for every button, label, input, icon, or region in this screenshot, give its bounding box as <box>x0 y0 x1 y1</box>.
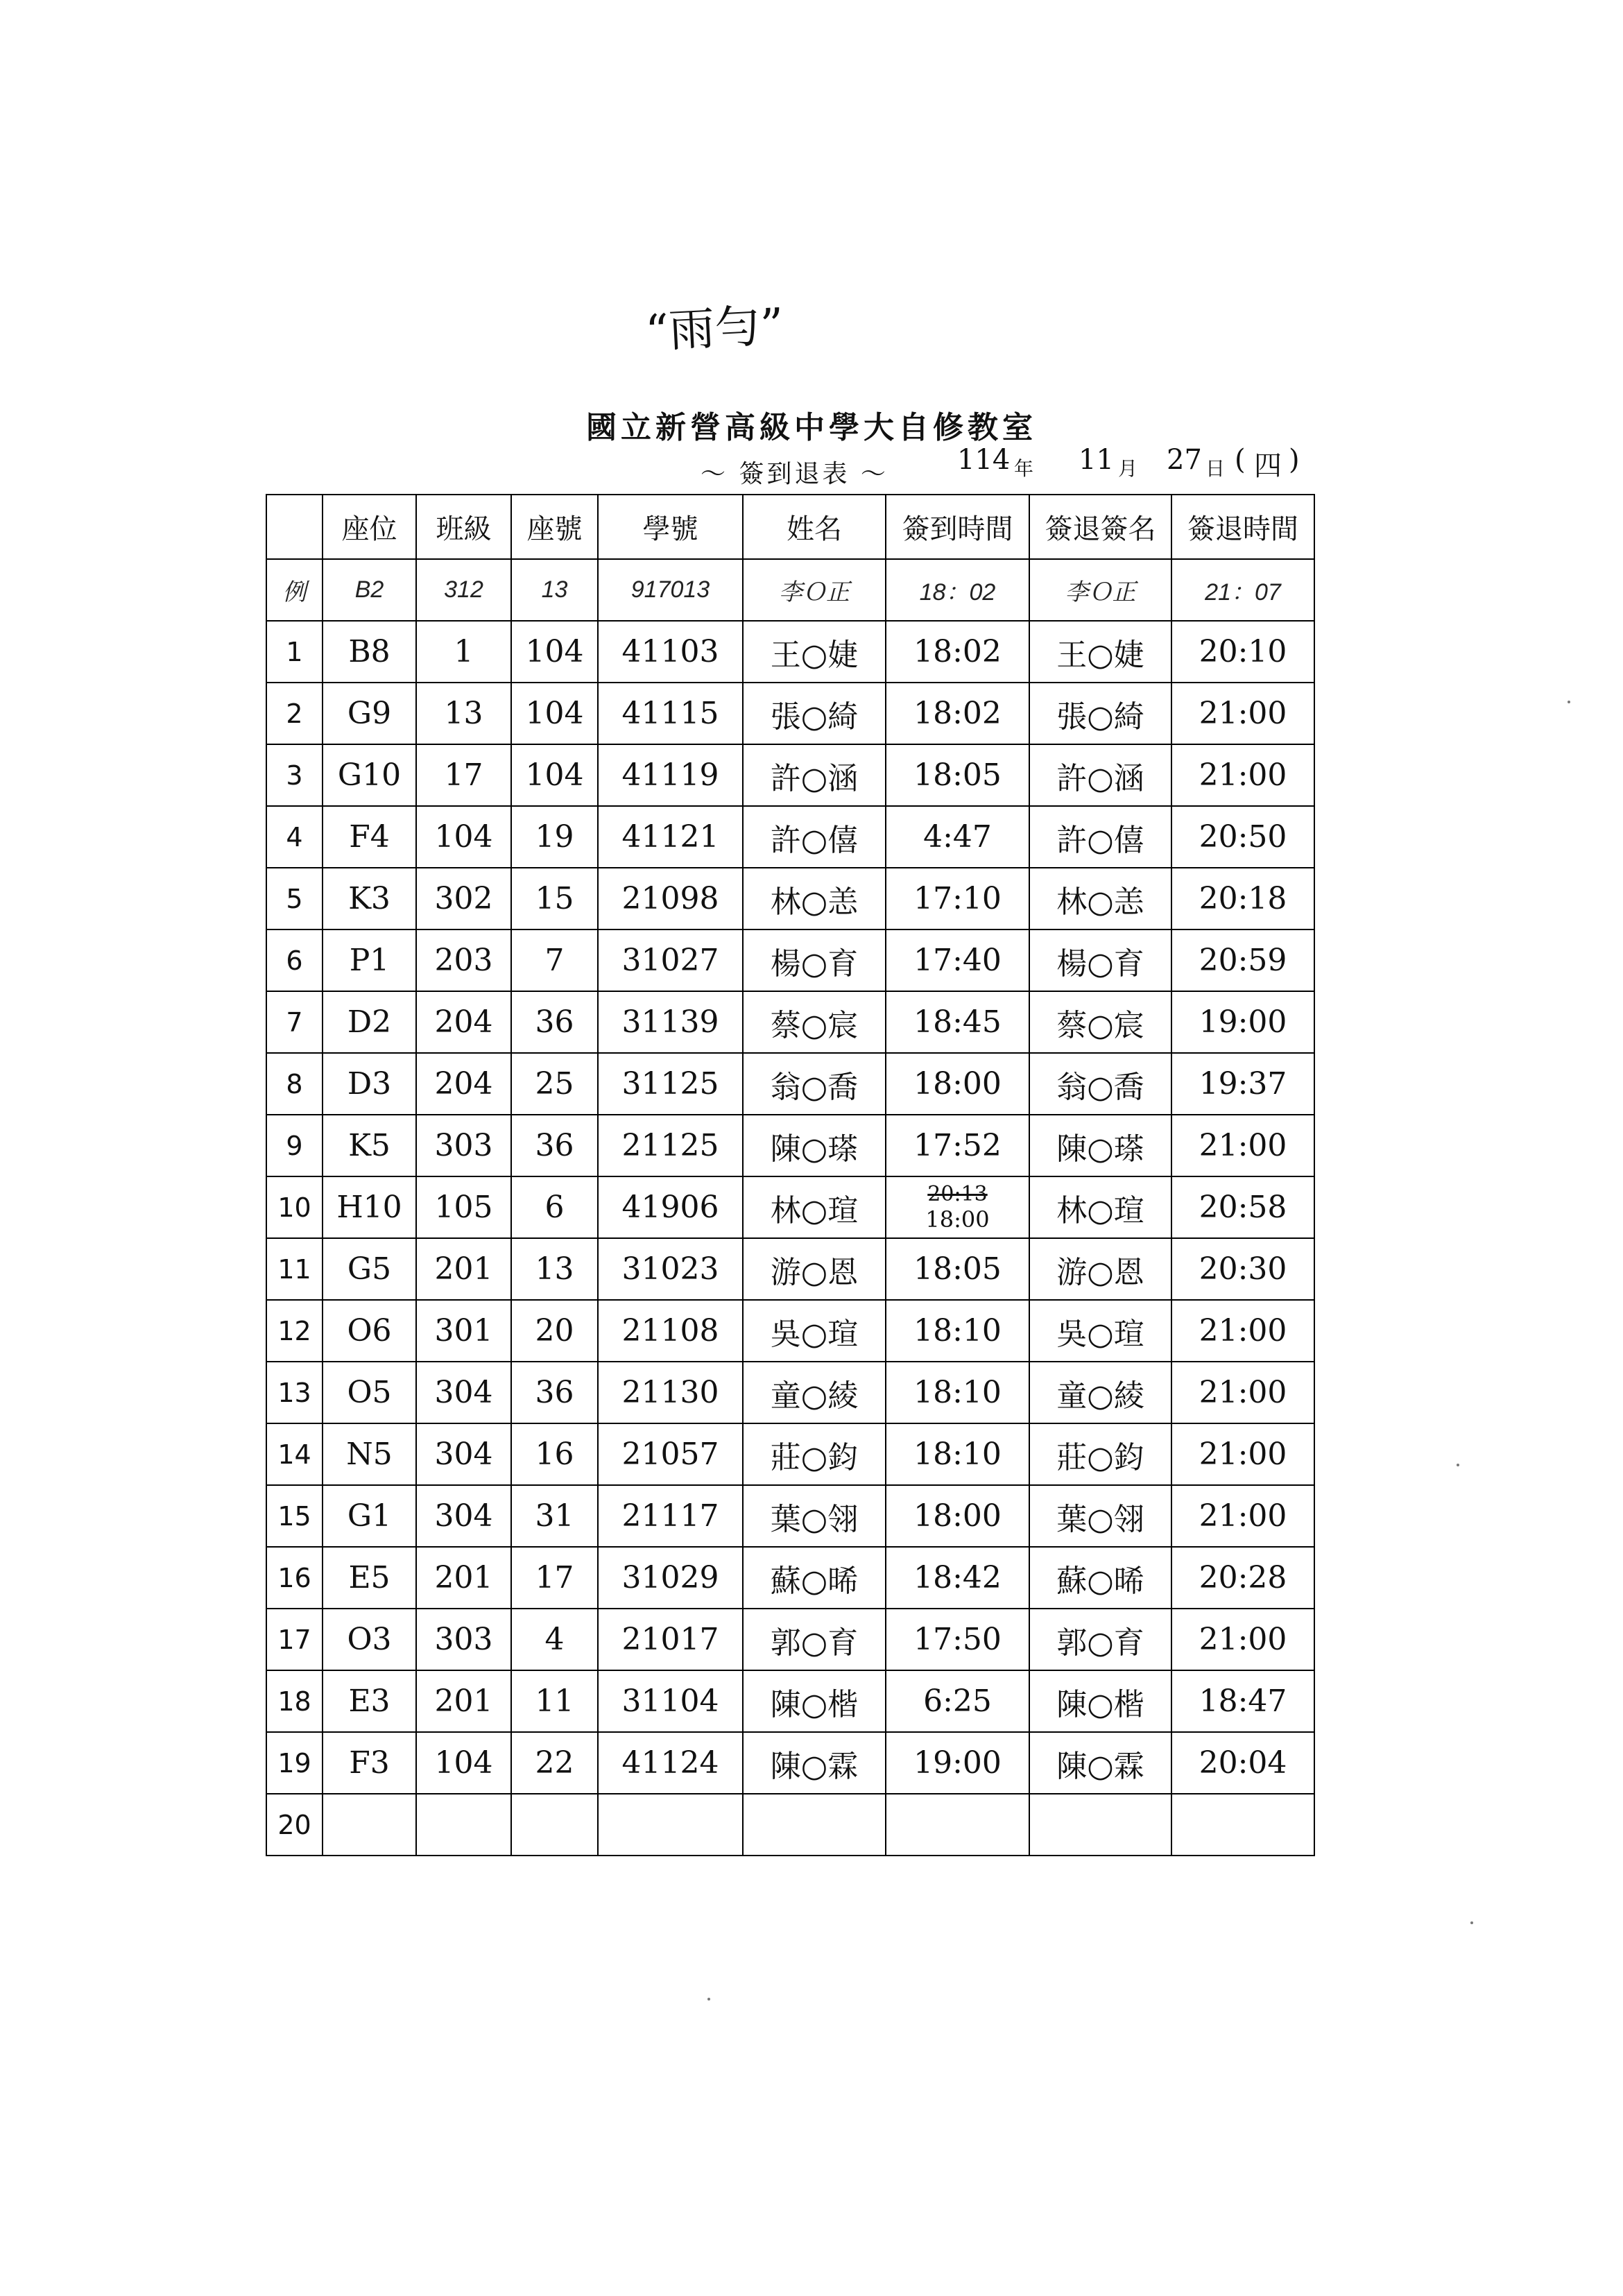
row-number: 6 <box>266 929 323 991</box>
table-cell: 18:00 <box>886 1485 1029 1547</box>
table-cell: 104 <box>416 806 511 868</box>
table-cell: 李Ｏ正 <box>1029 559 1171 621</box>
table-cell: 張○綺 <box>1029 683 1171 744</box>
table-cell: 陳○瑹 <box>1029 1115 1171 1176</box>
table-cell: 21130 <box>598 1362 743 1423</box>
table-cell: 20:18 <box>1171 868 1314 929</box>
date-month: 11 <box>1079 444 1114 476</box>
table-row <box>266 1176 1314 1238</box>
table-cell: 蘇○晞 <box>1029 1547 1171 1609</box>
table-cell: 104 <box>511 683 598 744</box>
table-cell: 41115 <box>598 683 743 744</box>
scan-speck <box>1457 1464 1459 1466</box>
table-cell: 20:50 <box>1171 806 1314 868</box>
table-cell: 蔡○宸 <box>743 991 886 1053</box>
table-cell: 21:00 <box>1171 1300 1314 1362</box>
table-cell: F4 <box>323 806 416 868</box>
table-cell: 204 <box>416 991 511 1053</box>
table-cell: 吳○瑄 <box>1029 1300 1171 1362</box>
table-cell: 陳○楷 <box>743 1670 886 1732</box>
table-cell: 18:10 <box>886 1300 1029 1362</box>
table-cell: 21117 <box>598 1485 743 1547</box>
column-header-class: 班級 <box>416 495 511 559</box>
table-cell: 17:50 <box>886 1609 1029 1670</box>
row-number: 18 <box>266 1670 323 1732</box>
table-cell: 林○恙 <box>743 868 886 929</box>
table-cell: 21:00 <box>1171 1485 1314 1547</box>
table-cell: 陳○霖 <box>743 1732 886 1794</box>
table-cell: 蔡○宸 <box>1029 991 1171 1053</box>
table-cell: 301 <box>416 1300 511 1362</box>
table-cell: 201 <box>416 1238 511 1300</box>
table-cell: 21108 <box>598 1300 743 1362</box>
row-number: 19 <box>266 1732 323 1794</box>
table-cell: 11 <box>511 1670 598 1732</box>
table-cell: 31027 <box>598 929 743 991</box>
table-cell: 18：02 <box>886 559 1029 621</box>
table-cell: 21:00 <box>1171 1362 1314 1423</box>
table-cell: O5 <box>323 1362 416 1423</box>
table-cell: 21:00 <box>1171 1609 1314 1670</box>
date-month-unit: 月 <box>1118 457 1138 480</box>
table-cell: 童○綾 <box>743 1362 886 1423</box>
table-row <box>266 1670 1314 1732</box>
table-cell: 304 <box>416 1362 511 1423</box>
column-header-checkin-time: 簽到時間 <box>886 495 1029 559</box>
table-cell: 4 <box>511 1609 598 1670</box>
table-cell: 15 <box>511 868 598 929</box>
scan-speck <box>1470 1921 1473 1924</box>
table-cell: 21057 <box>598 1423 743 1485</box>
table-row <box>266 1238 1314 1300</box>
table-cell: 17 <box>416 744 511 806</box>
table-cell: N5 <box>323 1423 416 1485</box>
scan-speck <box>707 1998 710 2001</box>
table-cell: 18:10 <box>886 1362 1029 1423</box>
sign-in-table <box>266 494 1315 1856</box>
table-cell: 陳○楷 <box>1029 1670 1171 1732</box>
table-cell: 游○恩 <box>743 1238 886 1300</box>
table-cell: 201 <box>416 1670 511 1732</box>
row-number: 17 <box>266 1609 323 1670</box>
table-cell: 303 <box>416 1115 511 1176</box>
row-number: 12 <box>266 1300 323 1362</box>
table-cell <box>416 1794 511 1856</box>
table-cell: O3 <box>323 1609 416 1670</box>
table-cell: 林○瑄 <box>743 1176 886 1238</box>
table-cell: 6:25 <box>886 1670 1029 1732</box>
table-cell: 葉○翎 <box>1029 1485 1171 1547</box>
row-number: 14 <box>266 1423 323 1485</box>
table-cell: 18:45 <box>886 991 1029 1053</box>
table-cell: 20:30 <box>1171 1238 1314 1300</box>
date-year: 114 <box>957 444 1011 476</box>
table-cell <box>598 1794 743 1856</box>
table-cell: 張○綺 <box>743 683 886 744</box>
table-cell: 6 <box>511 1176 598 1238</box>
date-weekday: 四 <box>1254 450 1282 482</box>
table-cell <box>743 1794 886 1856</box>
table-row <box>266 1485 1314 1547</box>
table-cell: 31029 <box>598 1547 743 1609</box>
table-row <box>266 1362 1314 1423</box>
table-cell: 翁○喬 <box>1029 1053 1171 1115</box>
table-cell: 304 <box>416 1423 511 1485</box>
table-cell: 林○瑄 <box>1029 1176 1171 1238</box>
table-cell: F3 <box>323 1732 416 1794</box>
table-cell: K3 <box>323 868 416 929</box>
row-number: 8 <box>266 1053 323 1115</box>
row-number: 5 <box>266 868 323 929</box>
table-cell: 1 <box>416 621 511 683</box>
row-number: 10 <box>266 1176 323 1238</box>
table-cell: 31104 <box>598 1670 743 1732</box>
table-cell: 21:00 <box>1171 1115 1314 1176</box>
table-cell: 18:05 <box>886 1238 1029 1300</box>
table-cell: 陳○瑹 <box>743 1115 886 1176</box>
table-cell: G10 <box>323 744 416 806</box>
table-cell: 917013 <box>598 559 743 621</box>
table-cell: 20 <box>511 1300 598 1362</box>
example-label: 例 <box>266 559 323 621</box>
table-row <box>266 868 1314 929</box>
table-row <box>266 621 1314 683</box>
table-cell: 16 <box>511 1423 598 1485</box>
row-number: 2 <box>266 683 323 744</box>
table-cell: 19:37 <box>1171 1053 1314 1115</box>
table-row <box>266 1115 1314 1176</box>
table-row <box>266 806 1314 868</box>
table-cell: 郭○育 <box>743 1609 886 1670</box>
table-cell: 41119 <box>598 744 743 806</box>
table-row <box>266 1794 1314 1856</box>
table-cell: 18:00 <box>886 1053 1029 1115</box>
table-cell: 18:05 <box>886 744 1029 806</box>
table-cell: 21017 <box>598 1609 743 1670</box>
table-cell: 21:00 <box>1171 744 1314 806</box>
table-cell: 葉○翎 <box>743 1485 886 1547</box>
table-cell: 20:04 <box>1171 1732 1314 1794</box>
form-subtitle: ～ 簽到退表 ～ <box>701 460 888 488</box>
table-header-row <box>266 495 1314 559</box>
table-cell: 21：07 <box>1171 559 1314 621</box>
table-cell: 18:42 <box>886 1547 1029 1609</box>
row-number: 13 <box>266 1362 323 1423</box>
table-cell: 41103 <box>598 621 743 683</box>
table-cell: 游○恩 <box>1029 1238 1171 1300</box>
table-cell: 19:00 <box>1171 991 1314 1053</box>
table-cell: B2 <box>323 559 416 621</box>
table-cell: 17:10 <box>886 868 1029 929</box>
table-cell: 20:28 <box>1171 1547 1314 1609</box>
table-cell: 郭○育 <box>1029 1609 1171 1670</box>
table-cell: 36 <box>511 991 598 1053</box>
table-cell <box>1171 1794 1314 1856</box>
table-cell: 陳○霖 <box>1029 1732 1171 1794</box>
column-header <box>266 495 323 559</box>
table-cell: 吳○瑄 <box>743 1300 886 1362</box>
table-cell: 林○恙 <box>1029 868 1171 929</box>
table-cell: 31023 <box>598 1238 743 1300</box>
date-paren-close: ) <box>1289 444 1300 476</box>
row-number: 7 <box>266 991 323 1053</box>
row-number: 16 <box>266 1547 323 1609</box>
table-cell: 105 <box>416 1176 511 1238</box>
school-title: 國立新營高級中學大自修教室 <box>586 410 1037 445</box>
table-cell: D3 <box>323 1053 416 1115</box>
table-cell: G1 <box>323 1485 416 1547</box>
table-cell: G5 <box>323 1238 416 1300</box>
table-cell <box>886 1176 1029 1238</box>
handwritten-title-note: “雨勻” <box>644 298 785 359</box>
table-cell <box>323 1794 416 1856</box>
table-row <box>266 1732 1314 1794</box>
column-header-seat: 座位 <box>323 495 416 559</box>
table-cell: 20:58 <box>1171 1176 1314 1238</box>
table-cell: 36 <box>511 1115 598 1176</box>
table-cell: 21098 <box>598 868 743 929</box>
table-cell: 104 <box>511 621 598 683</box>
table-cell: 22 <box>511 1732 598 1794</box>
table-cell <box>1029 1794 1171 1856</box>
table-cell: 302 <box>416 868 511 929</box>
table-cell: 13 <box>511 1238 598 1300</box>
table-cell: 17 <box>511 1547 598 1609</box>
table-row <box>266 929 1314 991</box>
table-cell: 19:00 <box>886 1732 1029 1794</box>
table-cell: 21125 <box>598 1115 743 1176</box>
row-number: 15 <box>266 1485 323 1547</box>
table-row <box>266 1547 1314 1609</box>
table-cell: 許○涵 <box>1029 744 1171 806</box>
table-cell: 13 <box>511 559 598 621</box>
table-cell: 18:02 <box>886 621 1029 683</box>
table-cell: 18:02 <box>886 683 1029 744</box>
table-cell: 許○僖 <box>1029 806 1171 868</box>
date-year-unit: 年 <box>1014 457 1034 480</box>
column-header-name: 姓名 <box>743 495 886 559</box>
table-cell: 303 <box>416 1609 511 1670</box>
table-cell: 31 <box>511 1485 598 1547</box>
column-header-checkout-time: 簽退時間 <box>1171 495 1314 559</box>
table-cell: 7 <box>511 929 598 991</box>
table-cell: P1 <box>323 929 416 991</box>
table-cell: 18:47 <box>1171 1670 1314 1732</box>
struck-out-time: 20:13 <box>927 1182 988 1206</box>
table-row <box>266 1609 1314 1670</box>
table-cell: 21:00 <box>1171 683 1314 744</box>
table-row <box>266 991 1314 1053</box>
table-row <box>266 1053 1314 1115</box>
table-cell: 蘇○晞 <box>743 1547 886 1609</box>
table-cell: 李Ｏ正 <box>743 559 886 621</box>
table-cell: 31139 <box>598 991 743 1053</box>
table-cell: 莊○鈞 <box>1029 1423 1171 1485</box>
table-row <box>266 1423 1314 1485</box>
table-row <box>266 683 1314 744</box>
row-number: 20 <box>266 1794 323 1856</box>
table-cell: 25 <box>511 1053 598 1115</box>
table-cell: E5 <box>323 1547 416 1609</box>
table-cell: 41124 <box>598 1732 743 1794</box>
table-cell: 翁○喬 <box>743 1053 886 1115</box>
table-cell: 13 <box>416 683 511 744</box>
example-row <box>266 559 1314 621</box>
scan-speck <box>1568 701 1570 703</box>
table-cell: 36 <box>511 1362 598 1423</box>
table-cell: E3 <box>323 1670 416 1732</box>
table-cell: 204 <box>416 1053 511 1115</box>
table-cell: 許○僖 <box>743 806 886 868</box>
table-cell: 王○婕 <box>1029 621 1171 683</box>
table-cell: 楊○育 <box>1029 929 1171 991</box>
column-header-checkout-signature: 簽退簽名 <box>1029 495 1171 559</box>
table-cell: 童○綾 <box>1029 1362 1171 1423</box>
table-cell: G9 <box>323 683 416 744</box>
row-number: 4 <box>266 806 323 868</box>
table-cell: D2 <box>323 991 416 1053</box>
row-number: 9 <box>266 1115 323 1176</box>
table-cell: 21:00 <box>1171 1423 1314 1485</box>
table-cell: 41121 <box>598 806 743 868</box>
table-cell: 203 <box>416 929 511 991</box>
table-cell: 楊○育 <box>743 929 886 991</box>
row-number: 11 <box>266 1238 323 1300</box>
table-cell: 312 <box>416 559 511 621</box>
column-header-student-id: 學號 <box>598 495 743 559</box>
table-cell: 莊○鈞 <box>743 1423 886 1485</box>
table-row <box>266 1300 1314 1362</box>
table-cell: 304 <box>416 1485 511 1547</box>
date-day: 27 <box>1167 444 1202 476</box>
table-cell: 4:47 <box>886 806 1029 868</box>
table-cell <box>886 1794 1029 1856</box>
table-cell: 104 <box>511 744 598 806</box>
date-day-unit: 日 <box>1205 457 1226 480</box>
row-number: 3 <box>266 744 323 806</box>
table-row <box>266 744 1314 806</box>
table-cell: 許○涵 <box>743 744 886 806</box>
table-cell: K5 <box>323 1115 416 1176</box>
date-line <box>957 444 1318 486</box>
table-cell: 18:10 <box>886 1423 1029 1485</box>
table-cell: O6 <box>323 1300 416 1362</box>
date-paren-open: ( <box>1235 444 1246 476</box>
column-header-seat-no: 座號 <box>511 495 598 559</box>
table-cell <box>511 1794 598 1856</box>
table-cell: 17:52 <box>886 1115 1029 1176</box>
table-cell: 20:10 <box>1171 621 1314 683</box>
table-cell: 20:59 <box>1171 929 1314 991</box>
table-cell: B8 <box>323 621 416 683</box>
table-cell: 王○婕 <box>743 621 886 683</box>
table-cell: 19 <box>511 806 598 868</box>
table-cell: 17:40 <box>886 929 1029 991</box>
table-cell: 41906 <box>598 1176 743 1238</box>
table-cell: H10 <box>323 1176 416 1238</box>
table-cell: 201 <box>416 1547 511 1609</box>
corrected-time: 18:00 <box>925 1206 990 1233</box>
row-number: 1 <box>266 621 323 683</box>
table-cell: 104 <box>416 1732 511 1794</box>
table-cell: 31125 <box>598 1053 743 1115</box>
